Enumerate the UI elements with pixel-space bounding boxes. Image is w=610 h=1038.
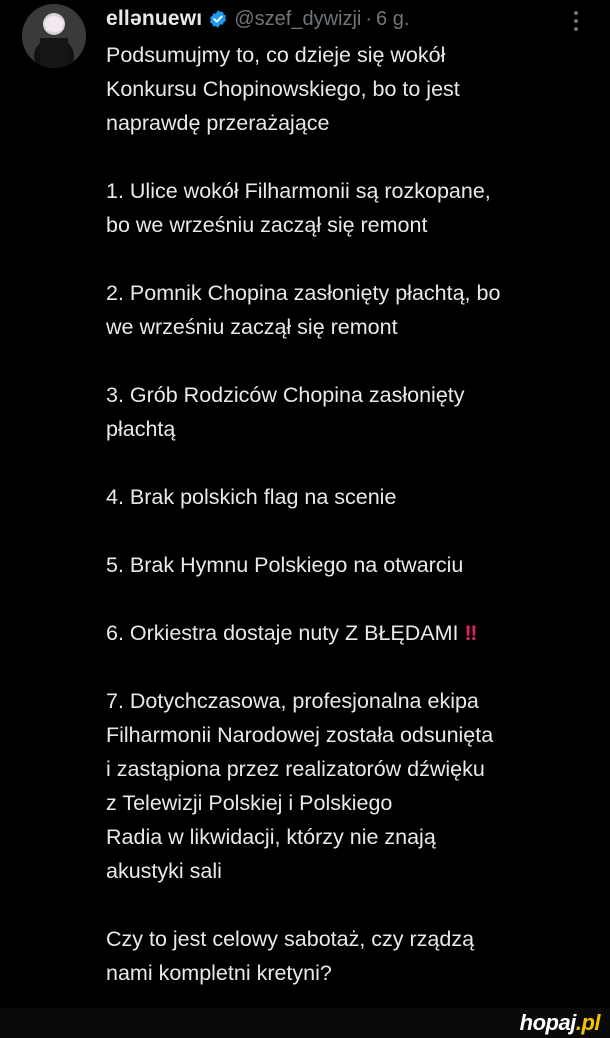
more-options-icon[interactable] <box>568 8 584 34</box>
watermark-logo: hopaj.pl <box>519 1010 600 1035</box>
avatar[interactable] <box>22 4 86 68</box>
paragraph-intro: Podsumujmy to, co dzieje się wokół Konkursu Chopinowskiego, bo to jest naprawdę przerażające <box>106 43 460 135</box>
display-name[interactable]: ellənuewı <box>106 7 203 30</box>
paragraph-point-6: 6. Orkiestra dostaje nuty Z BŁĘDAMI ‼ <box>106 621 476 645</box>
tweet-text <box>106 38 596 990</box>
watermark-bar <box>0 1008 610 1038</box>
paragraph-point-1: 1. Ulice wokół Filharmonii są rozkopane, bo we wrześniu zaczął się remont <box>106 179 491 237</box>
paragraph-point-3: 3. Grób Rodziców Chopina zasłonięty płachtą <box>106 383 465 441</box>
separator-dot: · <box>365 7 373 30</box>
verified-badge-icon <box>208 9 228 29</box>
timestamp[interactable]: 6 g. <box>376 7 410 30</box>
paragraph-point-5: 5. Brak Hymnu Polskiego na otwarciu <box>106 553 464 577</box>
paragraph-point-4: 4. Brak polskich flag na scenie <box>106 485 397 509</box>
avatar-image <box>22 4 86 68</box>
paragraph-point-2: 2. Pomnik Chopina zasłonięty płachtą, bo we wrześniu zaczął się remont <box>106 281 501 339</box>
handle[interactable]: @szef_dywizji <box>234 7 362 30</box>
paragraph-point-7: 7. Dotychczasowa, profesjonalna ekipa Filharmonii Narodowej została odsunięta i zastąpiona przez realizatorów dźwięku z Telewizji Polskiej i Polskiego Radia w likwidacji, którzy nie znają akustyki sali <box>106 689 494 883</box>
tweet-header <box>106 6 409 32</box>
paragraph-question: Czy to jest celowy sabotaż, czy rządzą nami kompletni kretyni? <box>106 927 475 985</box>
double-exclamation-icon: ‼ <box>464 621 476 645</box>
